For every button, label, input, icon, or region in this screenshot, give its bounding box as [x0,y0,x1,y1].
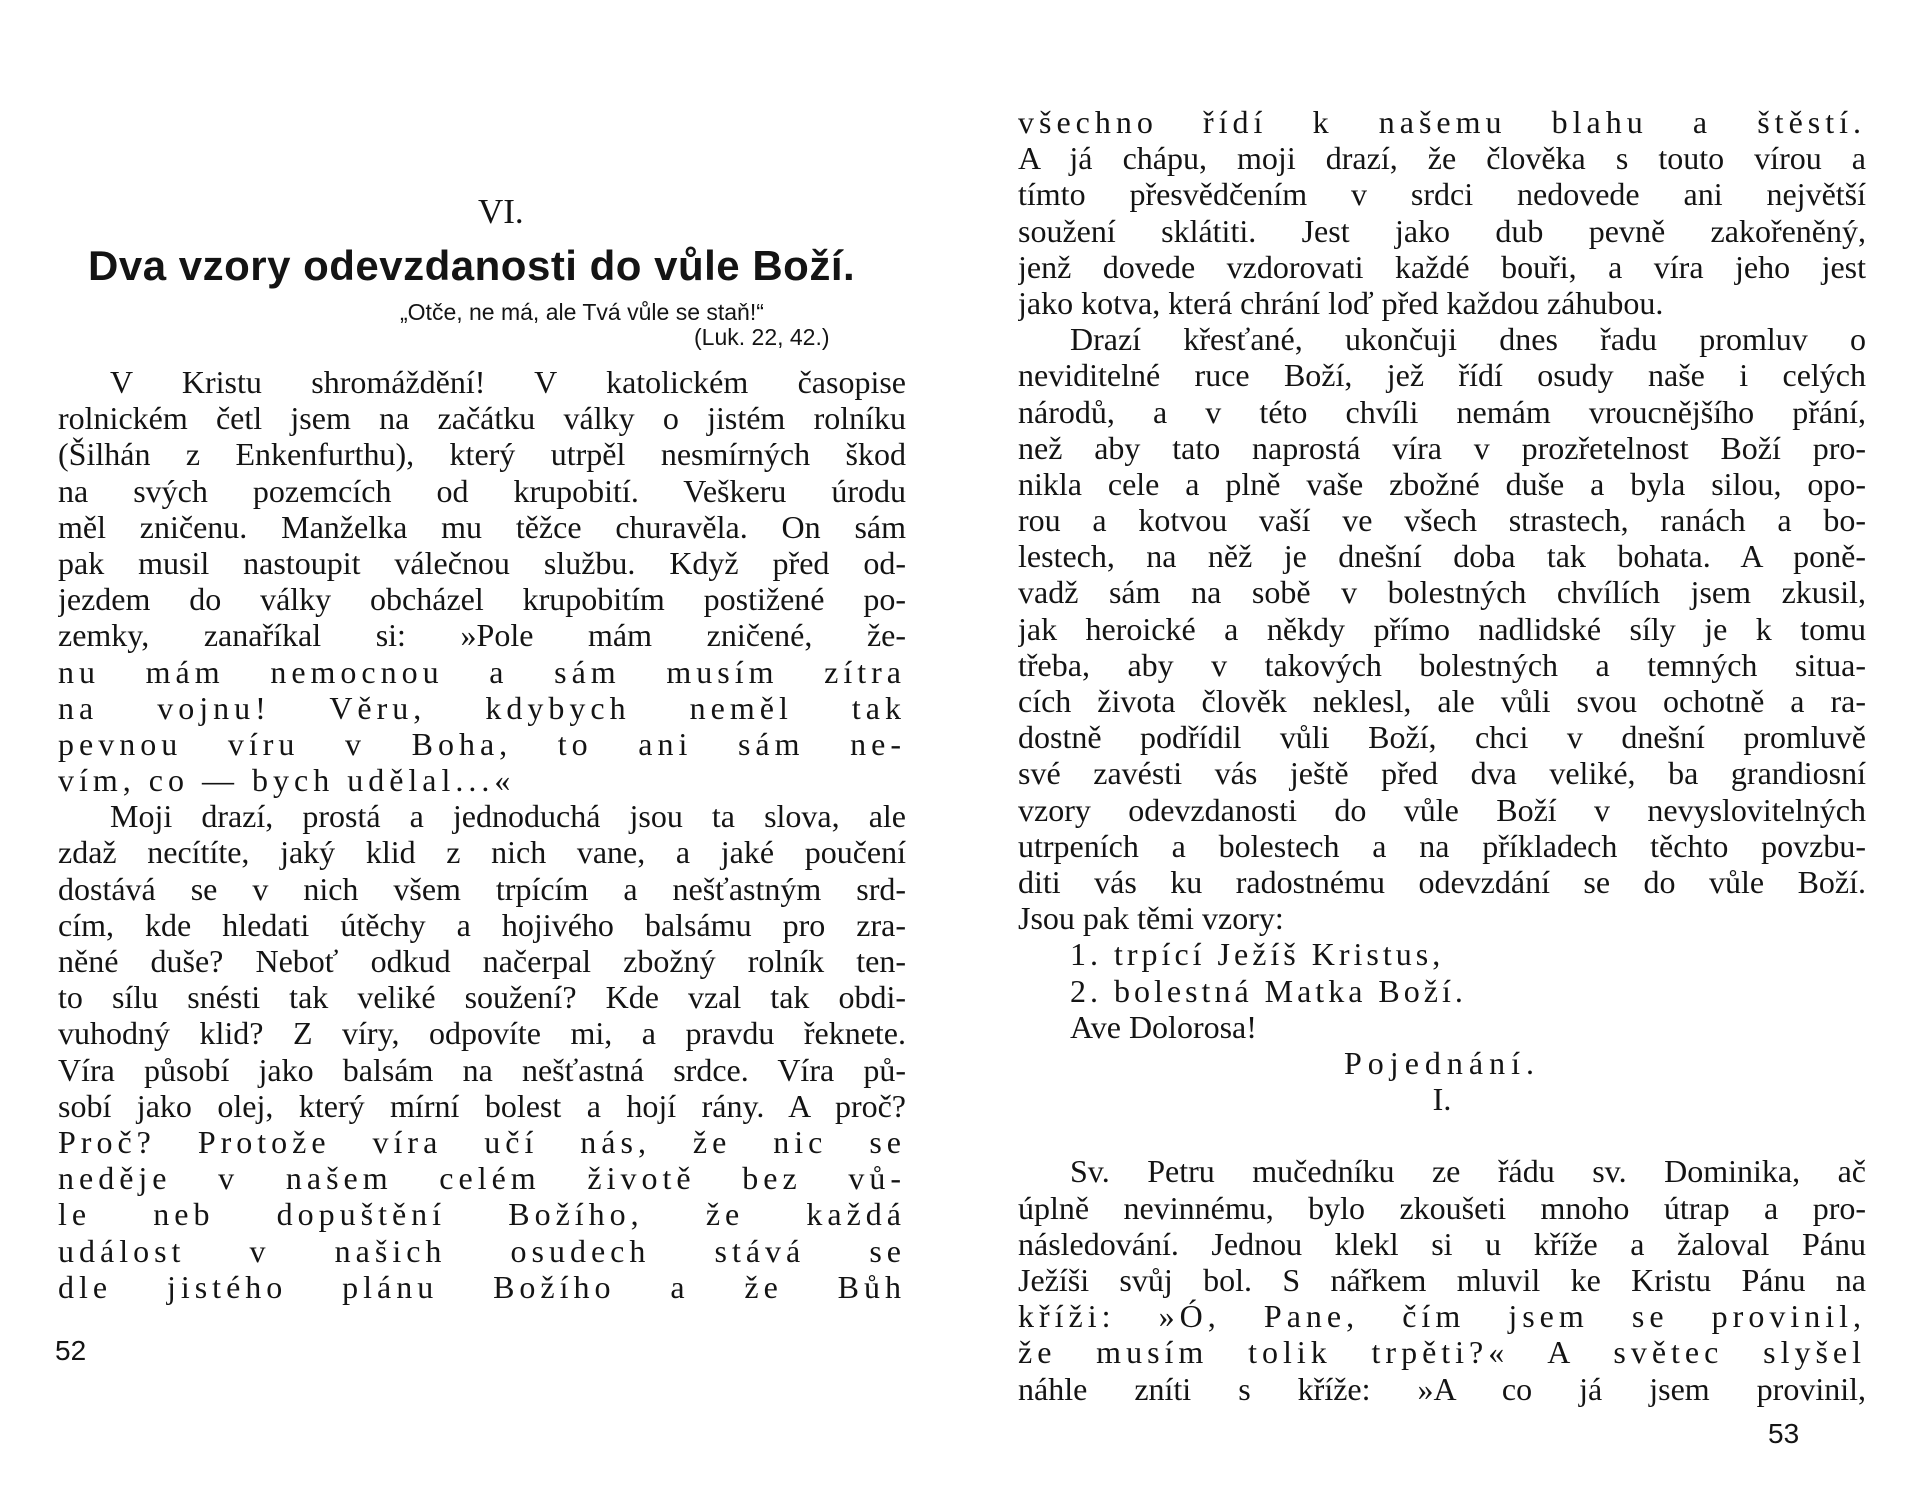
page-number: 53 [1768,1418,1800,1449]
text-line: utrpeních a bolestech a na příkladech těchto povzbu- [1018,827,1866,864]
text-line: neděje v našem celém životě bez vů- [58,1160,906,1197]
section-number: I. [1432,1081,1452,1118]
text-line: dostává se v nich všem trpícím a nešťastným srd- [58,870,906,907]
text-line: nu mám nemocnou a sám musím zítra [58,653,906,690]
ave-line: Ave Dolorosa! [1070,1008,1257,1045]
text-line: dostně podřídil vůli Boží, chci v dnešní promluvě [1018,719,1866,756]
text-line: náhle zníti s kříže: »A co já jsem provinil, [1018,1370,1866,1407]
text-line: rolnickém četl jsem na začátku války o jistém rolníku [58,400,906,437]
text-line: na svých pozemcích od krupobití. Veškeru úrodu [58,472,906,509]
motto-reference: (Luk. 22, 42.) [694,324,830,350]
text-line: zemky, zanaříkal si: »Pole mám zničené, že- [58,617,906,654]
right-page [953,0,1906,1500]
text-line: vuhodný klid? Z víry, odpovíte mi, a pravdu řeknete. [58,1015,906,1052]
section-heading: Pojednání. [1344,1044,1540,1081]
text-line: rou a kotvou vaší ve všech strastech, ranách a bo- [1018,502,1866,539]
text-line: třeba, aby v takových bolestných a temných situa- [1018,646,1866,683]
text-line: nikla cele a plně vaše zbožné duše a byla silou, opo- [1018,465,1866,502]
text-line: událost v našich osudech stává se [58,1232,906,1269]
text-line: Proč? Protože víra učí nás, že nic se [58,1123,906,1160]
list-item: 1. trpící Ježíš Kristus, [1070,936,1445,973]
spacer [1018,1117,1866,1153]
text-line: diti vás ku radostnému odevzdání se do vůle Boží. [1018,863,1866,900]
text-line: le neb dopuštění Božího, že každá [58,1196,906,1233]
text-line: (Šilhán z Enkenfurthu), který utrpěl nesmírných škod [58,436,906,473]
text-line: Drazí křesťané, ukončuji dnes řadu promluv o [1070,321,1866,358]
text-line: kříži: »Ó, Pane, čím jsem se provinil, [1018,1298,1866,1335]
text-line: zdaž necítíte, jaký klid z nich vane, a jaké poučení [58,834,906,871]
text-line: následování. Jednou klekl si u kříže a žaloval Pánu [1018,1225,1866,1262]
text-line: vadž sám na sobě v bolestných chvílích jsem zkusil, [1018,574,1866,611]
text-line: pevnou víru v Boha, to ani sám ne- [58,725,906,762]
text-line: jak heroické a někdy přímo nadlidské síly je k tomu [1018,610,1866,647]
text-line: Moji drazí, prostá a jednoduchá jsou ta slova, ale [110,798,906,835]
page-number: 52 [55,1335,87,1366]
text-line: jako kotva, která chrání loď před každou záhubou. [1018,284,1664,321]
text-line: vzory odevzdanosti do vůle Boží v nevyslovitelných [1018,791,1866,828]
chapter-number: VI. [478,192,524,231]
chapter-title: Dva vzory odevzdanosti do vůle Boží. [88,242,856,289]
text-line: že musím tolik trpěti?« A světec slyšel [1018,1334,1866,1371]
text-line: na vojnu! Věru, kdybych neměl tak [58,689,906,726]
text-line: vím, co — bych udělal...« [58,762,516,799]
left-body-text [58,364,906,1305]
text-line: soužení sklátiti. Jest jako dub pevně zakořeněný, [1018,212,1866,249]
text-line: cích života člověk neklesl, ale vůli svou ochotně a ra- [1018,683,1866,719]
text-line: národů, a v této chvíli nemám vroucnějšího přání, [1018,393,1866,430]
text-line: jenž dovede vzdorovati každé bouři, a víra jeho jest [1018,248,1866,285]
text-line: pak musil nastoupit válečnou službu. Když před od- [58,544,906,581]
text-line: měl zničenu. Manželka mu těžce churavěla. On sám [58,508,906,545]
text-line: něné duše? Neboť odkud načerpal zbožný rolník ten- [58,943,906,979]
right-body-text [1018,104,1866,1407]
text-line: tímto přesvědčením v srdci nedovede ani největší [1018,176,1866,213]
text-line: úplně nevinnému, bylo zkoušeti mnoho útrap a pro- [1018,1189,1866,1226]
text-line: to sílu snésti tak veliké soužení? Kde vzal tak obdi- [58,979,906,1016]
text-line: než aby tato naprostá víra v prozřetelnost Boží pro- [1018,429,1866,466]
motto: „Otče, ne má, ale Tvá vůle se staň!“ [400,299,764,325]
text-line: jezdem do války obcházel krupobitím postižené po- [58,581,906,618]
text-line: V Kristu shromáždění! V katolickém časopise [110,364,906,400]
text-line: dle jistého plánu Božího a že Bůh [58,1268,906,1305]
text-line: Jsou pak těmi vzory: [1018,900,1284,937]
text-line: lestech, na něž je dnešní doba tak bohata. A poně- [1018,538,1866,575]
text-line: Víra působí jako balsám na nešťastná srdce. Víra pů- [58,1051,906,1088]
text-line: neviditelné ruce Boží, jež řídí osudy naše i celých [1018,357,1866,394]
text-line: sobí jako olej, který mírní bolest a hojí rány. A proč? [58,1087,906,1124]
text-line: cím, kde hledati útěchy a hojivého balsámu pro zra- [58,906,906,943]
text-line: A já chápu, moji drazí, že člověka s touto vírou a [1018,140,1866,177]
text-line: Ježíši svůj bol. S nářkem mluvil ke Kristu Pánu na [1018,1262,1866,1298]
text-line: všechno řídí k našemu blahu a štěstí. [1018,104,1866,140]
text-line: Sv. Petru mučedníku ze řádu sv. Dominika, ač [1070,1153,1866,1190]
text-line: své zavésti vás ještě před dva veliké, ba grandiosní [1018,755,1866,792]
list-item: 2. bolestná Matka Boží. [1070,972,1467,1009]
